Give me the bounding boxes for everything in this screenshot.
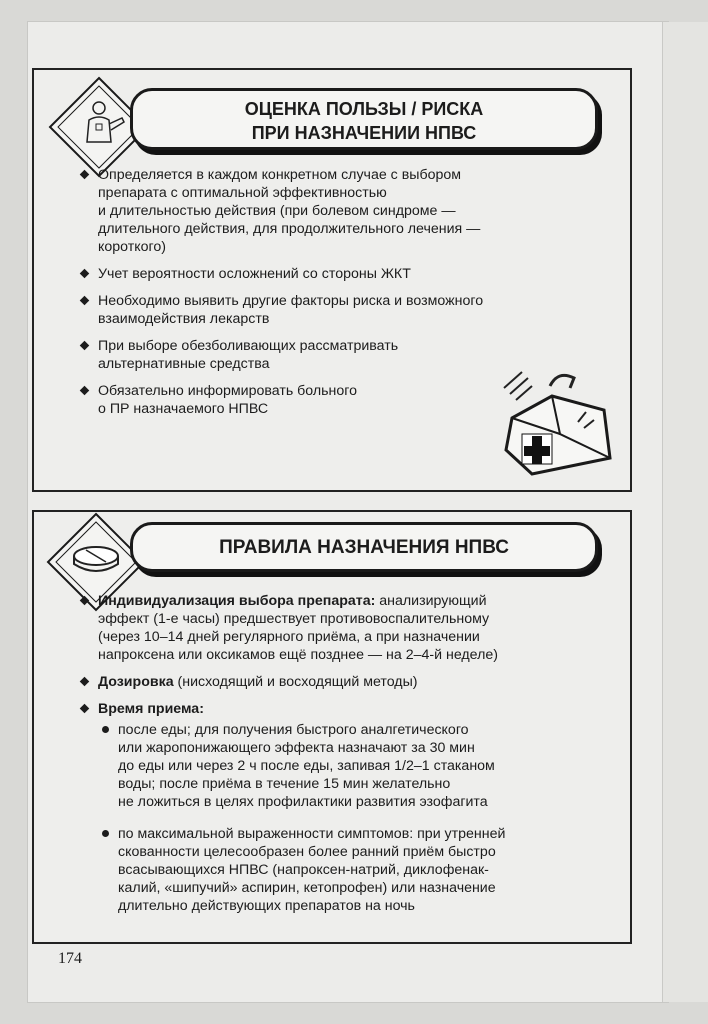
list-item: [80, 292, 600, 328]
item-line: не ложиться в целях профилактики развития эзофагита: [118, 794, 488, 810]
prescribing-rules-list: [80, 592, 620, 929]
item-line: короткого): [98, 239, 166, 255]
bullet-dot-icon: [102, 830, 109, 837]
item-line: скованности целесообразен более ранний приём быстро: [118, 844, 496, 860]
bullet-diamond-icon: [80, 704, 90, 714]
list-item: [80, 592, 620, 664]
bullet-diamond-icon: [80, 269, 90, 279]
item-line: альтернативные средства: [98, 356, 270, 372]
medical-bag-icon: [492, 368, 620, 480]
bullet-diamond-icon: [80, 677, 90, 687]
item-line: до еды или через 2 ч после еды, запивая 1/2–1 стаканом: [118, 758, 495, 774]
bullet-diamond-icon: [80, 341, 90, 351]
sub-list-item: [98, 825, 620, 915]
list-item: [80, 700, 620, 915]
item-line: Необходимо выявить другие факторы риска и возможного: [98, 293, 484, 309]
bullet-dot-icon: [102, 726, 109, 733]
list-item: [80, 673, 620, 691]
item-line: длительного действия, для продолжительного лечения —: [98, 221, 481, 237]
time-sublist: [98, 721, 620, 915]
sub-list-item: [98, 721, 620, 811]
item-text: (нисходящий и восходящий методы): [173, 674, 418, 690]
item-text: анализирующий: [375, 593, 487, 609]
item-line: о ПР назначаемого НПВС: [98, 401, 269, 417]
item-line: после еды; для получения быстрого аналгетического: [118, 722, 469, 738]
item-line: воды; после приёма в течение 15 мин желательно: [118, 776, 451, 792]
item-line: препарата с оптимальной эффективностью: [98, 185, 387, 201]
item-line: Обязательно информировать больного: [98, 383, 358, 399]
item-line: При выборе обезболивающих рассматривать: [98, 338, 399, 354]
bullet-diamond-icon: [80, 170, 90, 180]
item-line: и длительностью действия (при болевом синдроме —: [98, 203, 456, 219]
item-line: Учет вероятности осложнений со стороны ЖКТ: [98, 266, 411, 282]
list-item: [80, 265, 600, 283]
section1-title-line1: ОЦЕНКА ПОЛЬЗЫ / РИСКА: [244, 99, 484, 119]
bullet-diamond-icon: [80, 596, 90, 606]
item-heading: Индивидуализация выбора препарата:: [98, 593, 376, 609]
item-line: взаимодействия лекарств: [98, 311, 270, 327]
section1-title-line2: ПРИ НАЗНАЧЕНИИ НПВС: [251, 123, 477, 143]
item-line: эффект (1-е часы) предшествует противовоспалительному: [98, 611, 490, 627]
item-line: по максимальной выраженности симптомов: при утренней: [118, 826, 506, 842]
item-line: или жаропонижающего эффекта назначают за 30 мин: [118, 740, 475, 756]
page-number: 174: [58, 950, 82, 967]
next-page-edge: [662, 22, 708, 1002]
section2-title: ПРАВИЛА НАЗНАЧЕНИЯ НПВС: [130, 522, 598, 572]
item-line: длительно действующих препаратов на ночь: [118, 898, 415, 914]
section1-title: [130, 88, 598, 150]
item-line: всасывающихся НПВС (напроксен-натрий, диклофенак-: [118, 862, 489, 878]
item-line: напроксена или оксикамов ещё позднее — на 2–4-й неделе): [98, 647, 498, 663]
item-line: калий, «шипучий» аспирин, кетопрофен) или назначение: [118, 880, 496, 896]
item-line: (через 10–14 дней регулярного приёма, а при назначении: [98, 629, 480, 645]
item-heading: Дозировка: [98, 674, 174, 690]
item-line: Определяется в каждом конкретном случае с выбором: [98, 167, 461, 183]
bullet-diamond-icon: [80, 386, 90, 396]
item-heading: Время приема:: [98, 701, 204, 717]
list-item: [80, 166, 600, 256]
bullet-diamond-icon: [80, 296, 90, 306]
